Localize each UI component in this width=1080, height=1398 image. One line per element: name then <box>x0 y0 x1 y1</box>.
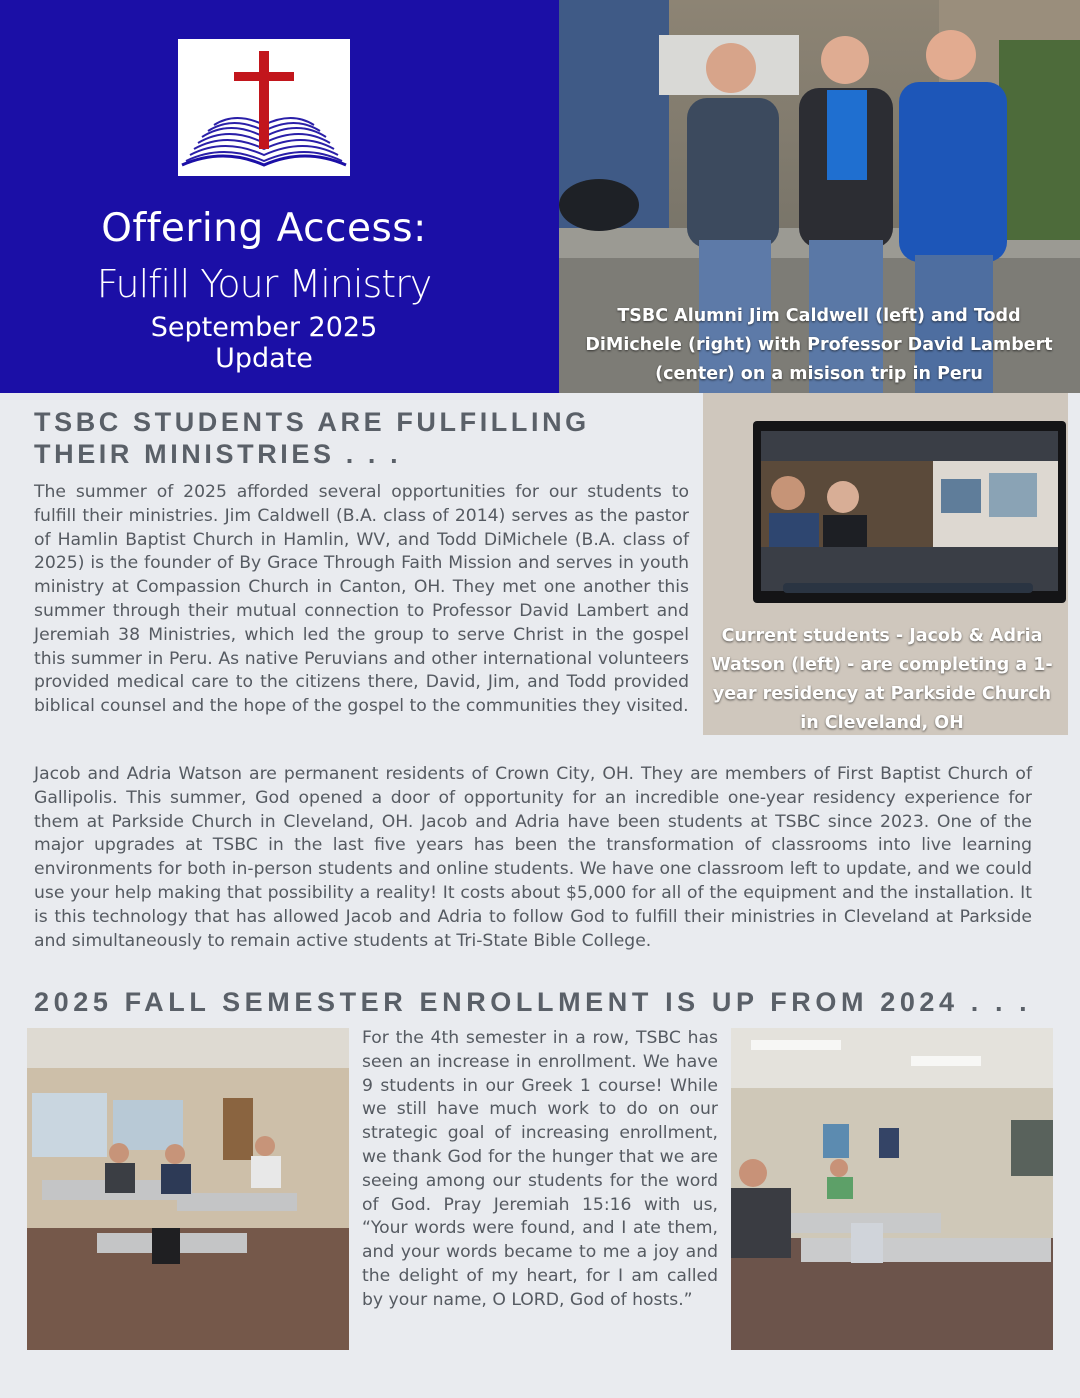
newsletter-date <box>0 312 528 374</box>
update-line: Update <box>215 343 313 374</box>
cross-bible-logo <box>178 39 350 176</box>
classroom-photo-left <box>27 1028 349 1350</box>
ministries-paragraph: The summer of 2025 afforded several opportunities for our students to fulfill their ministries. Jim Caldwell (B.A. class of 2014) serves as the pastor of Hamlin Baptist Church in Hamlin, WV, and Todd DiMichele (B.A. class of 2025) is the founder of By Grace Through Faith Mission and serves in youth ministry at Compassion Church in Canton, OH. They met one another this summer through their mutual connection to Professor David Lambert and Jeremiah 38 Ministries, which led the group to serve Christ in the gospel this summer in Peru. As native Peruvians and other international volunteers provided medical care to the citizens there, David, Jim, and Todd provided biblical counsel and the hope of the gospel to the communities they visited. <box>34 482 689 717</box>
residency-photo-caption: Current students - Jacob & Adria Watson (left) - are completing a 1-year residency at Parkside Church in Cleveland, OH <box>711 626 1053 733</box>
peru-photo-caption: TSBC Alumni Jim Caldwell (left) and Todd DiMichele (right) with Professor David Lambert (center) on a misison trip in Peru <box>585 306 1053 384</box>
enrollment-paragraph: For the 4th semester in a row, TSBC has seen an increase in enrollment. We have 9 students in our Greek 1 course! While we still have much work to do on our strategic goal of increasing enrollment, we thank God for the hunger that we are seeing among our students for the word of God. Pray Jeremiah 15:16 with us, “Your words were found, and I ate them, and your words became to me a joy and the delight of my heart, for I am called by your name, O LORD, God of hosts.” <box>362 1028 718 1310</box>
watson-paragraph: Jacob and Adria Watson are permanent residents of Crown City, OH. They are members of First Baptist Church of Gallipolis. This summer, God opened a door of opportunity for an incredible one-year residency experience for them at Parkside Church in Cleveland, OH. Jacob and Adria have been students at TSBC since 2023. One of the major upgrades at TSBC in the last five years has been the transformation of classrooms into live learning environments for both in-person students and online students. We have one classroom left to update, and we could use your help making that possibility a reality! It costs about $5,000 for all of the equipment and the installation. It is this technology that has allowed Jacob and Adria to follow God to fulfill their ministries in Cleveland at Parkside and simultaneously to remain active students at Tri-State Bible College. <box>34 764 1032 951</box>
newsletter-subtitle: Fulfill Your Ministry <box>96 262 432 306</box>
header-panel <box>0 0 559 393</box>
date-line: September 2025 <box>150 312 378 343</box>
section-heading-ministries: TSBC STUDENTS ARE FULFILLING THEIR MINISTRIES . . . <box>34 407 590 469</box>
classroom-photo-right <box>731 1028 1053 1350</box>
newsletter-title: Offering Access: <box>101 206 427 251</box>
section-heading-enrollment: 2025 FALL SEMESTER ENROLLMENT IS UP FROM 2024 . . . <box>34 987 1032 1017</box>
